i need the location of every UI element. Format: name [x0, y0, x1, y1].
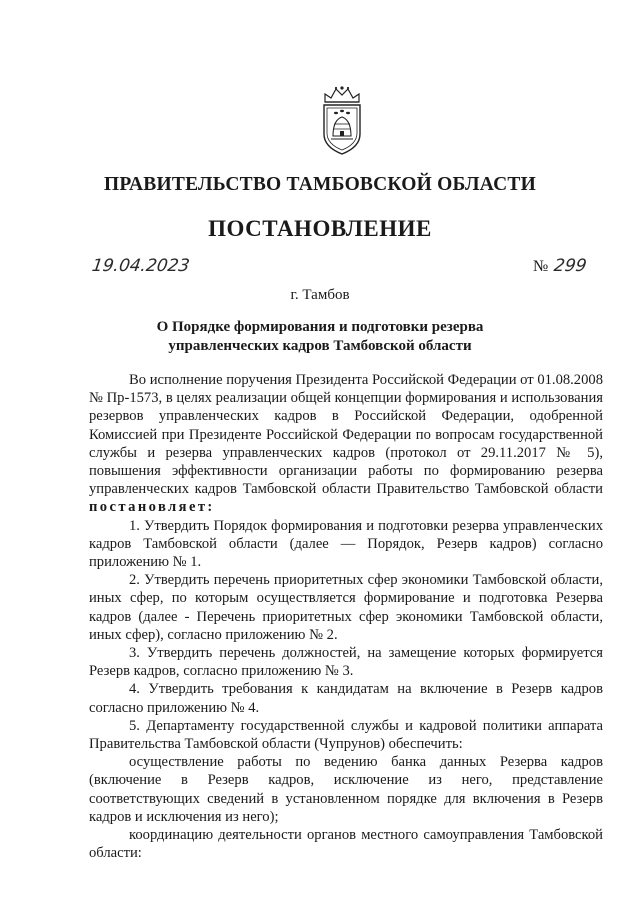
document-body: [89, 371, 603, 862]
preamble-text: Во исполнение поручения Президента Российской Федерации от 01.08.2008 № Пр-1573, в целях реализации общей концепции формирования и использования резервов управленческих кадров в Российской Федерации, одобренной Комиссией при Президенте Российской Федерации по вопросам государственной службы и резерва управленческих кадров (протокол от 29.11.2017 № 5), повышения эффективности организации работы по формированию резерва управленческих кадров Тамбовской области Правительство Тамбовской области: [89, 372, 603, 498]
number-sign: №: [533, 258, 549, 275]
subject-line-1: О Порядке формирования и подготовки резерва: [156, 319, 484, 335]
document-number: 299: [552, 256, 589, 276]
document-date: 19.04.2023: [90, 256, 191, 276]
item-2: 2. Утвердить перечень приоритетных сфер экономики Тамбовской области, иных сфер, по которым осуществляется формирование и подготовка Резерва кадров (далее - Перечень приоритетных сфер экономики Тамбовской области, иных сфер), согласно приложению № 2.: [89, 572, 603, 643]
government-title: ПРАВИТЕЛЬСТВО ТАМБОВСКОЙ ОБЛАСТИ: [104, 174, 536, 195]
item-5-sub-1: осуществление работы по ведению банка данных Резерва кадров (включение в Резерв кадров, исключение из него, представление соответствующих сведений в установленном порядке для включения в Резерв кадров и исключения из него);: [89, 754, 603, 825]
document-subject: [150, 318, 490, 356]
subject-line-2: управленческих кадров Тамбовской области: [168, 338, 472, 354]
document-type: ПОСТАНОВЛЕНИЕ: [208, 216, 432, 241]
city-line: г. Тамбов: [290, 287, 350, 303]
item-3: 3. Утвердить перечень должностей, на замещение которых формируется Резерв кадров, согласно приложению № 3.: [89, 645, 603, 680]
item-5-sub-2: координацию деятельности органов местного самоуправления Тамбовской области:: [89, 827, 603, 862]
item-4: 4. Утвердить требования к кандидатам на включение в Резерв кадров согласно приложению № 4.: [89, 681, 603, 716]
tambov-coat-of-arms-icon: [319, 84, 365, 156]
document-number-block: [533, 256, 587, 276]
preamble-paragraph: [89, 371, 603, 517]
item-5: 5. Департаменту государственной службы и кадровой политики аппарата Правительства Тамбовской области (Чупрунов) обеспечить:: [89, 717, 603, 753]
decree-word: постановляет:: [89, 499, 215, 516]
item-1: 1. Утвердить Порядок формирования и подготовки резерва управленческих кадров Тамбовской области (далее — Порядок, Резерв кадров) согласно приложению № 1.: [89, 517, 603, 571]
